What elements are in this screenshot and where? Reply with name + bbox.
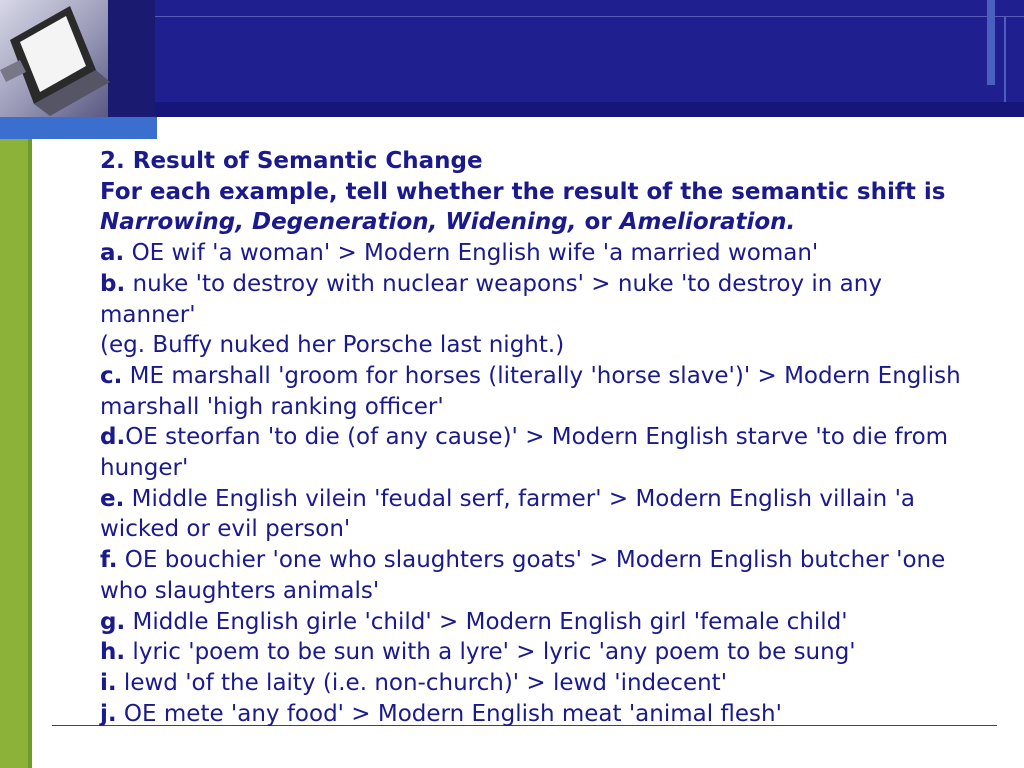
item-text: Middle English vilein 'feudal serf, farmer' > Modern English villain 'a wicked or evil person' xyxy=(100,485,915,543)
instruction-options-1: Narrowing, Degeneration, Widening, xyxy=(100,209,577,236)
example-item xyxy=(100,269,970,330)
item-letter: f. xyxy=(100,547,118,574)
item-text: Middle English girle 'child' > Modern English girl 'female child' xyxy=(125,608,848,635)
header-vertical-accent xyxy=(987,0,995,85)
left-sidebar-stripe xyxy=(0,139,28,768)
example-item xyxy=(100,668,970,699)
item-letter: i. xyxy=(100,669,117,696)
item-text: lewd 'of the laity (i.e. non-church)' > lewd 'indecent' xyxy=(116,669,728,696)
instruction-options-2: Amelioration. xyxy=(619,209,796,236)
item-text: nuke 'to destroy with nuclear weapons' > nuke 'to destroy in any manner' xyxy=(100,270,882,328)
logo xyxy=(0,0,155,117)
item-letter: e. xyxy=(100,485,125,512)
slide-heading: 2. Result of Semantic Change xyxy=(100,148,483,174)
item-letter: a. xyxy=(100,240,125,267)
item-text: OE steorfan 'to die (of any cause)' > Modern English starve 'to die from hunger' xyxy=(100,424,949,482)
header-accent-tab xyxy=(0,117,157,139)
item-letter: d. xyxy=(100,424,126,451)
left-sidebar-shadow xyxy=(28,139,32,768)
example-item xyxy=(100,699,970,730)
example-item xyxy=(100,545,970,606)
example-item xyxy=(100,607,970,638)
item-letter: c. xyxy=(100,362,123,389)
item-text: OE mete 'any food' > Modern English meat 'animal flesh' xyxy=(116,700,782,727)
item-text: OE bouchier 'one who slaughters goats' > Modern English butcher 'one who slaughters animals' xyxy=(100,547,946,604)
example-item xyxy=(100,484,970,545)
computer-monitor-icon xyxy=(0,0,155,117)
item-text: lyric 'poem to be sun with a lyre' > lyric 'any poem to be sung' xyxy=(125,639,856,666)
slide-instruction xyxy=(100,177,970,238)
example-note xyxy=(100,330,970,361)
header-divider-line xyxy=(155,16,1024,17)
example-item xyxy=(100,361,970,422)
example-item xyxy=(100,238,970,269)
item-letter: b. xyxy=(100,270,126,297)
item-letter: j. xyxy=(100,700,117,727)
example-item xyxy=(100,422,970,483)
example-item xyxy=(100,637,970,668)
instruction-prefix: For each example, tell whether the result of the semantic shift is xyxy=(100,178,946,205)
item-letter: h. xyxy=(100,639,126,666)
item-text: (eg. Buffy nuked her Porsche last night.) xyxy=(100,332,565,359)
item-text: OE wif 'a woman' > Modern English wife 'a married woman' xyxy=(124,240,819,267)
slide-content xyxy=(100,146,970,729)
header-vertical-accent-thin xyxy=(1004,17,1006,102)
item-text: ME marshall 'groom for horses (literally 'horse slave')' > Modern English marshall 'high ranking officer' xyxy=(100,362,961,420)
item-letter: g. xyxy=(100,608,126,635)
instruction-or: or xyxy=(576,209,620,236)
header-bottom-strip xyxy=(155,102,1024,117)
